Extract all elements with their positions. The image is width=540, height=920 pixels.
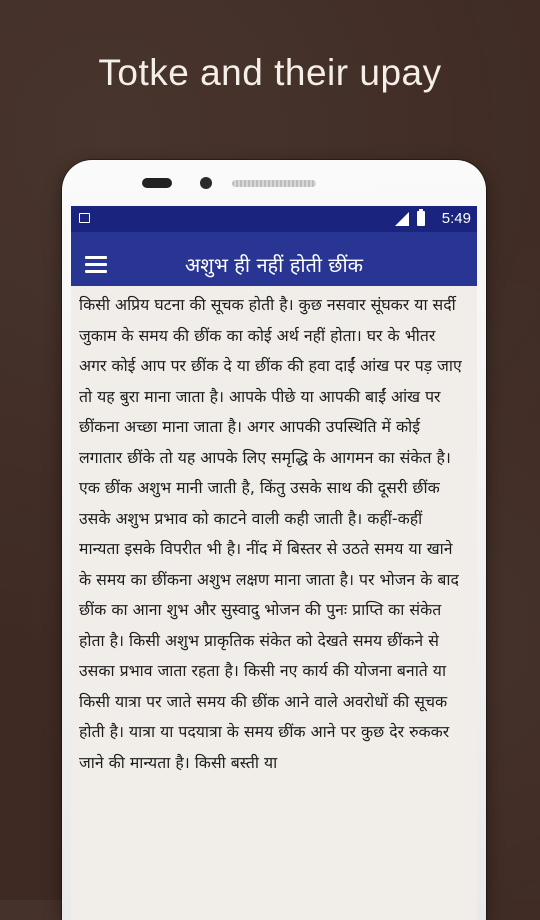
promo-title: Totke and their upay xyxy=(98,52,442,93)
status-time: 5:49 xyxy=(441,210,471,227)
phone-screen xyxy=(71,206,477,920)
earpiece xyxy=(142,178,172,188)
article-scroll-area[interactable] xyxy=(71,286,477,920)
status-bar xyxy=(71,206,477,232)
battery-charging-icon xyxy=(417,211,425,226)
app-bar-title: अशुभ ही नहीं होती छींक xyxy=(184,253,363,277)
speaker-grille xyxy=(232,180,316,187)
article-body: किसी अप्रिय घटना की सूचक होती है। कुछ नसवार सूंघकर या सर्दी जुकाम के समय की छींक का कोई अर्थ नहीं होता। घर के भीतर अगर कोई आप पर छींक दे या छींक की हवा दाईं आंख पर पड़ जाए तो यह बुरा माना जाता है। आपके पीछे या आपकी बाईं आंख पर छींकना अच्छा माना जाता है। अगर आपकी उपस्थिति में कोई लगातार छींके तो यह आपके लिए समृद्धि के आगमन का संकेत है। एक छींक अशुभ मानी जाती है, किंतु उसके साथ की दूसरी छींक उसके अशुभ प्रभाव को काटने वाली कही जाती है। कहीं-कहीं मान्यता इसके विपरीत भी है। नींद में बिस्तर से उठते समय या खाने के समय का छींकना अशुभ लक्षण माना जाता है। पर भोजन के बाद छींक का आना शुभ और सुस्वादु भोजन की पुनः प्राप्ति का संकेत होता है। किसी अशुभ प्राकृतिक संकेत को देखते समय छींकने से उसका प्रभाव जाता रहता है। किसी नए कार्य की योजना बनाते या किसी यात्रा पर जाते समय की छींक आने वाले अवरोधों की सूचक होती है। यात्रा या पदयात्रा के समय छींक आने पर कुछ देर रुककर जाने की मान्यता है। किसी बस्ती या xyxy=(79,295,462,772)
signal-icon xyxy=(395,212,409,226)
front-camera xyxy=(200,177,212,189)
phone-frame xyxy=(62,160,486,920)
image-notification-icon xyxy=(79,213,90,223)
app-bar xyxy=(71,232,477,294)
